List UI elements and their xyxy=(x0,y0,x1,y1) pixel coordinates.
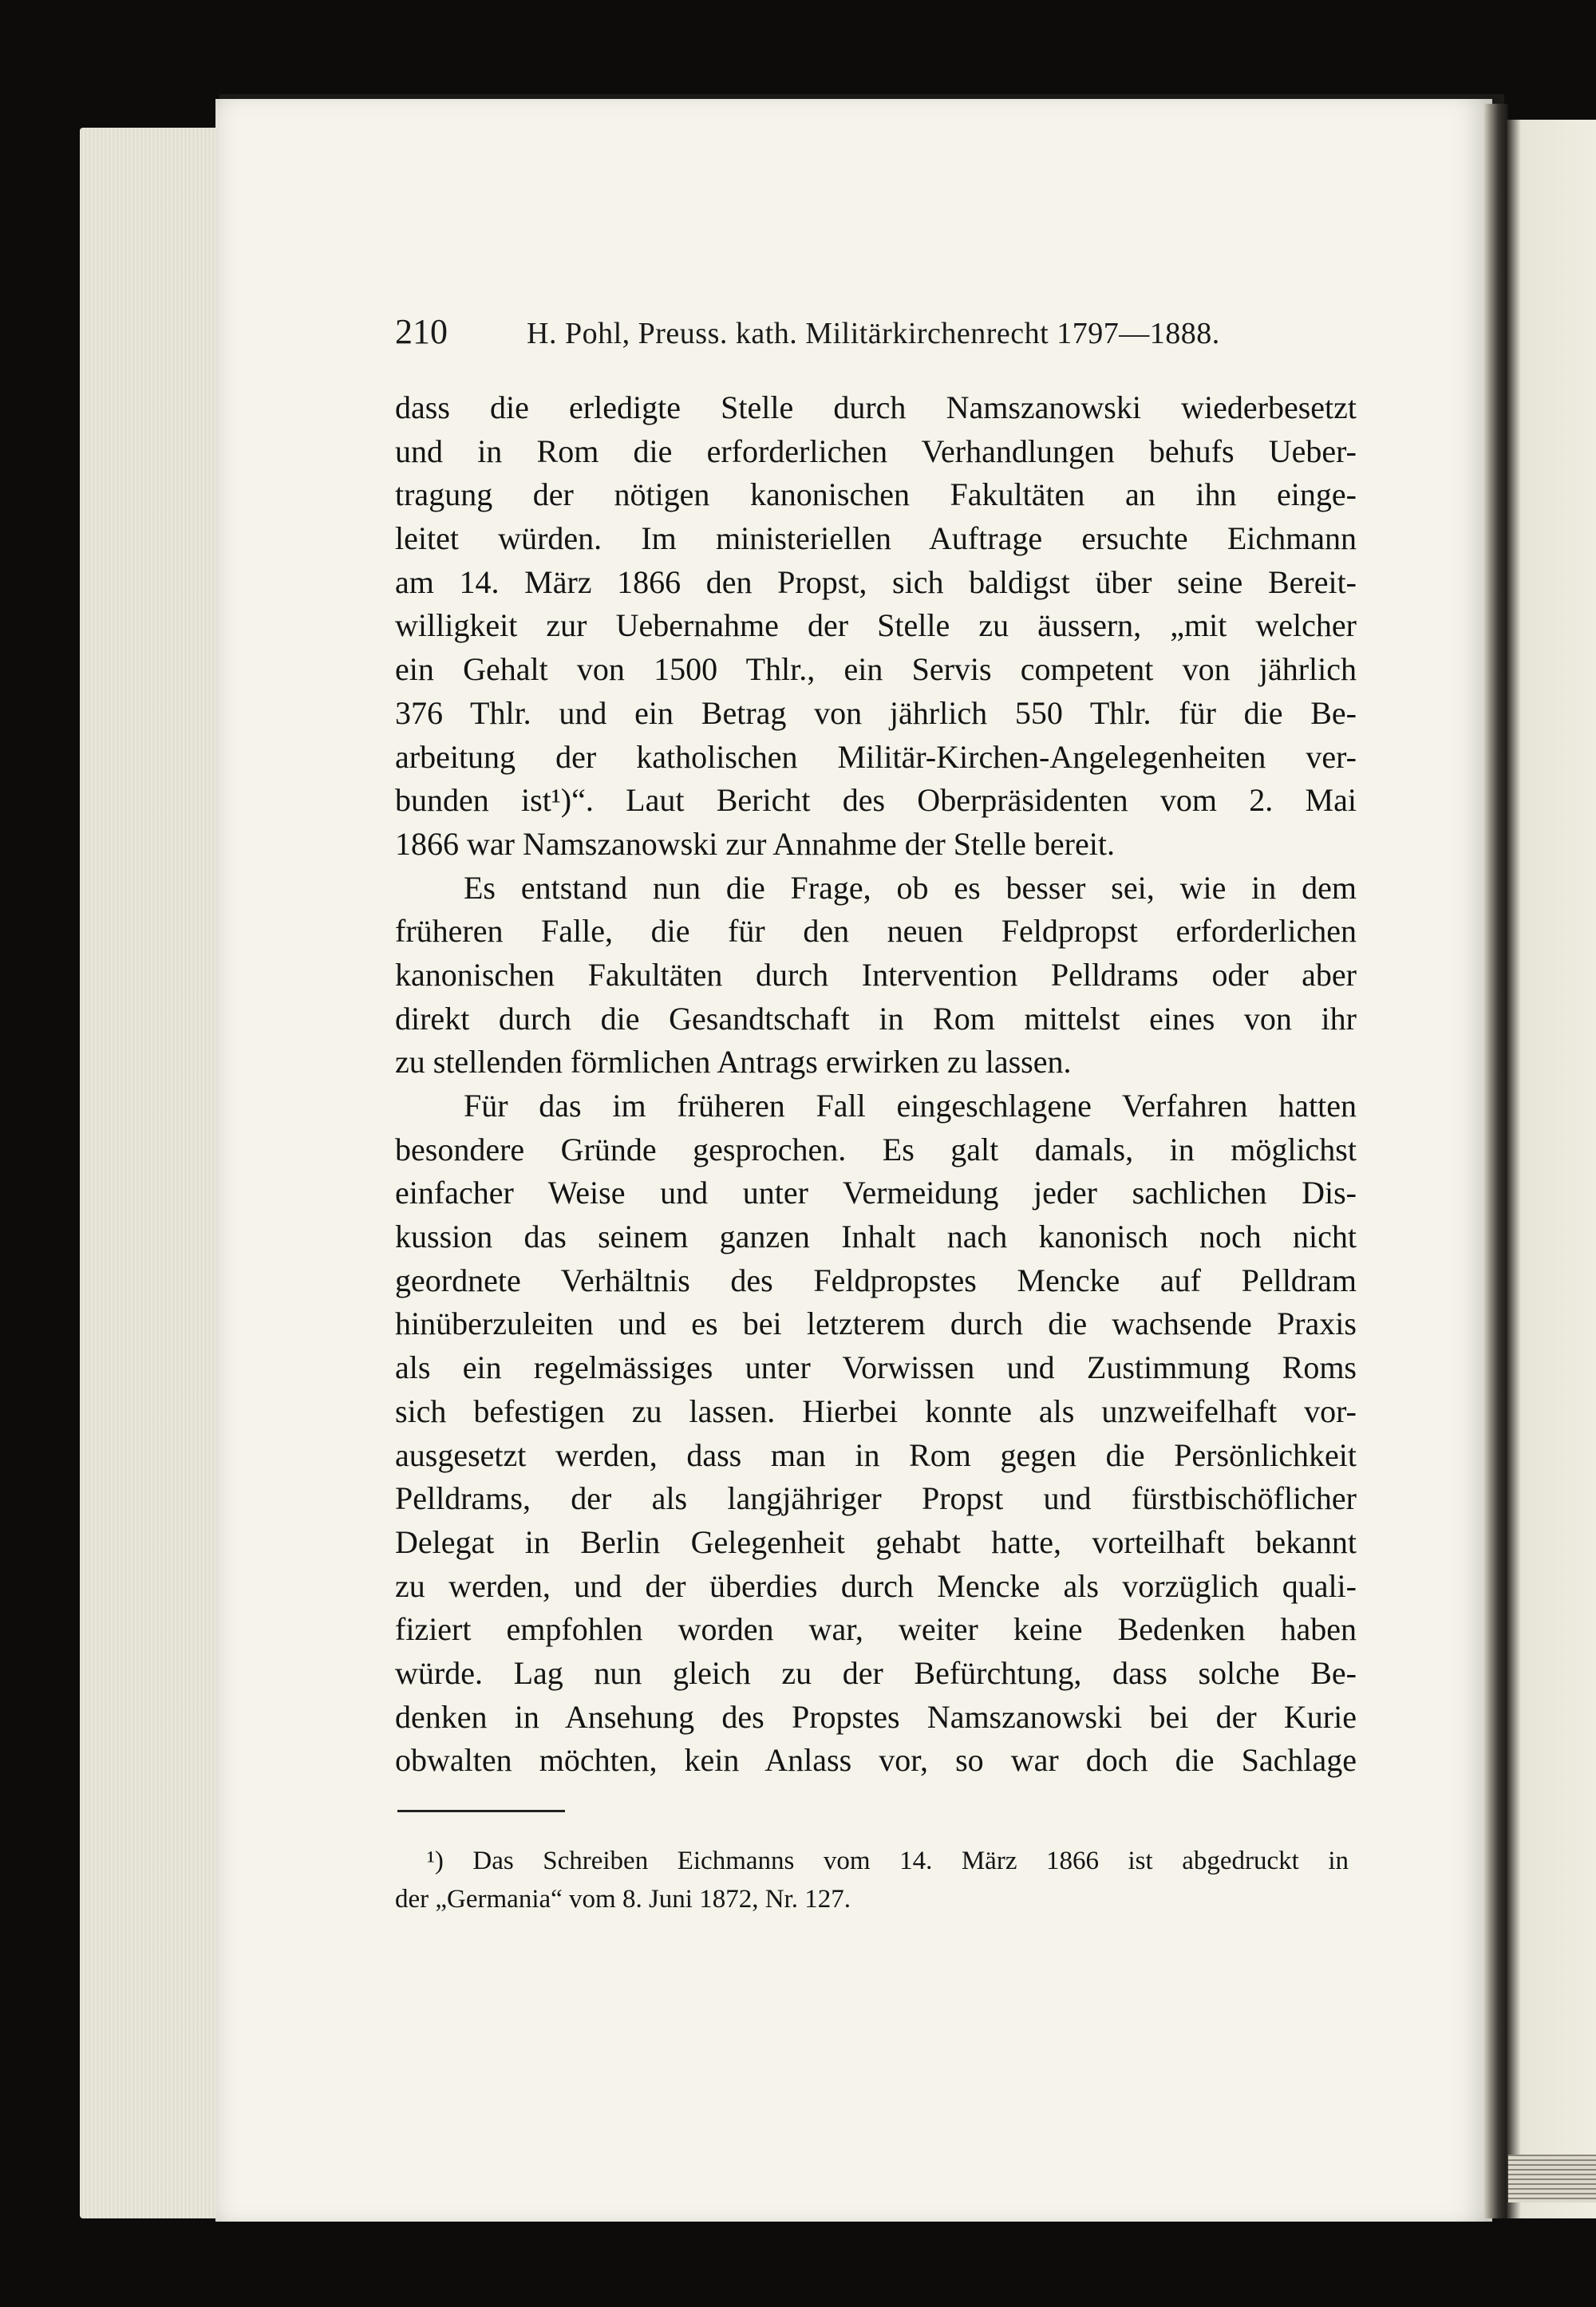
book-gutter xyxy=(1484,104,1508,2218)
text-line: arbeitung der katholischen Militär-Kirchen-Angelegenheiten ver- xyxy=(395,738,1357,775)
text-line: Es entstand nun die Frage, ob es besser sei, wie in dem xyxy=(464,869,1357,906)
page-number: 210 xyxy=(395,312,448,351)
text-line: ausgesetzt werden, dass man in Rom gegen die Persönlichkeit xyxy=(395,1436,1357,1473)
text-line: zu werden, und der überdies durch Mencke als vorzüglich quali- xyxy=(395,1567,1357,1604)
text-line: dass die erledigte Stelle durch Namszanowski wiederbesetzt xyxy=(395,389,1357,425)
body-text xyxy=(395,386,1357,1783)
text-line: denken in Ansehung des Propstes Namszanowski bei der Kurie xyxy=(395,1698,1357,1735)
text-line: zu stellenden förmlichen Antrags erwirken zu lassen. xyxy=(395,1044,1072,1080)
text-line: 1866 war Namszanowski zur Annahme der Stelle bereit. xyxy=(395,825,1115,862)
text-line: Pelldrams, der als langjähriger Propst und fürstbischöflicher xyxy=(395,1480,1357,1517)
text-line: tragung der nötigen kanonischen Fakultäten an ihn einge- xyxy=(395,476,1357,513)
text-line: früheren Falle, die für den neuen Feldpropst erforderlichen xyxy=(395,913,1357,950)
text-line: als ein regelmässiges unter Vorwissen und Zustimmung Roms xyxy=(395,1349,1357,1386)
text-line: einfacher Weise und unter Vermeidung jeder sachlichen Dis- xyxy=(395,1175,1357,1211)
text-line: leitet würden. Im ministeriellen Auftrage ersuchte Eichmann xyxy=(395,520,1357,557)
facing-page-edge-lines xyxy=(1508,2155,1596,2202)
page-edges-left xyxy=(80,128,223,2218)
running-head-title: H. Pohl, Preuss. kath. Militärkirchenrecht 1797—1888. xyxy=(527,317,1220,350)
text-line: obwalten möchten, kein Anlass vor, so war doch die Sachlage xyxy=(395,1742,1357,1779)
facing-page-edge xyxy=(1507,120,1596,2218)
text-line: direkt durch die Gesandtschaft in Rom mittelst eines von ihr xyxy=(395,1000,1357,1037)
paragraph-3 xyxy=(395,1084,1357,1783)
text-line: geordnete Verhältnis des Feldpropstes Mencke auf Pelldram xyxy=(395,1262,1357,1298)
text-line: sich befestigen zu lassen. Hierbei konnte als unzweifelhaft vor- xyxy=(395,1392,1357,1429)
paragraph-2 xyxy=(395,867,1357,1084)
text-line: Delegat in Berlin Gelegenheit gehabt hatte, vorteilhaft bekannt xyxy=(395,1523,1357,1560)
text-line: 376 Thlr. und ein Betrag von jährlich 550 Thlr. für die Be- xyxy=(395,694,1357,731)
running-header xyxy=(395,311,1281,356)
text-line: Für das im früheren Fall eingeschlagene Verfahren hatten xyxy=(464,1088,1357,1124)
text-line: hinüberzuleiten und es bei letzterem durch die wachsende Praxis xyxy=(395,1306,1357,1342)
footnote-line: der „Germania“ vom 8. Juni 1872, Nr. 127. xyxy=(395,1885,851,1914)
text-line: bunden ist¹)“. Laut Bericht des Oberpräsidenten vom 2. Mai xyxy=(395,782,1357,819)
text-line: kanonischen Fakultäten durch Intervention Pelldrams oder aber xyxy=(395,956,1357,993)
footnote-divider xyxy=(397,1810,565,1812)
text-line: am 14. März 1866 den Propst, sich baldigst über seine Bereit- xyxy=(395,563,1357,600)
footnotes xyxy=(395,1842,1349,1918)
text-line: würde. Lag nun gleich zu der Befürchtung, dass solche Be- xyxy=(395,1654,1357,1691)
text-line: fiziert empfohlen worden war, weiter keine Bedenken haben xyxy=(395,1611,1357,1648)
text-line: kussion das seinem ganzen Inhalt nach kanonisch noch nicht xyxy=(395,1219,1357,1255)
text-line: besondere Gründe gesprochen. Es galt damals, in möglichst xyxy=(395,1131,1357,1167)
text-line: willigkeit zur Uebernahme der Stelle zu äussern, „mit welcher xyxy=(395,607,1357,644)
footnote-line: ¹) Das Schreiben Eichmanns vom 14. März 1866 ist abgedruckt in xyxy=(427,1847,1349,1875)
text-line: und in Rom die erforderlichen Verhandlungen behufs Ueber- xyxy=(395,433,1357,469)
paragraph-1 xyxy=(395,386,1357,867)
text-line: ein Gehalt von 1500 Thlr., ein Servis competent von jährlich xyxy=(395,651,1357,688)
